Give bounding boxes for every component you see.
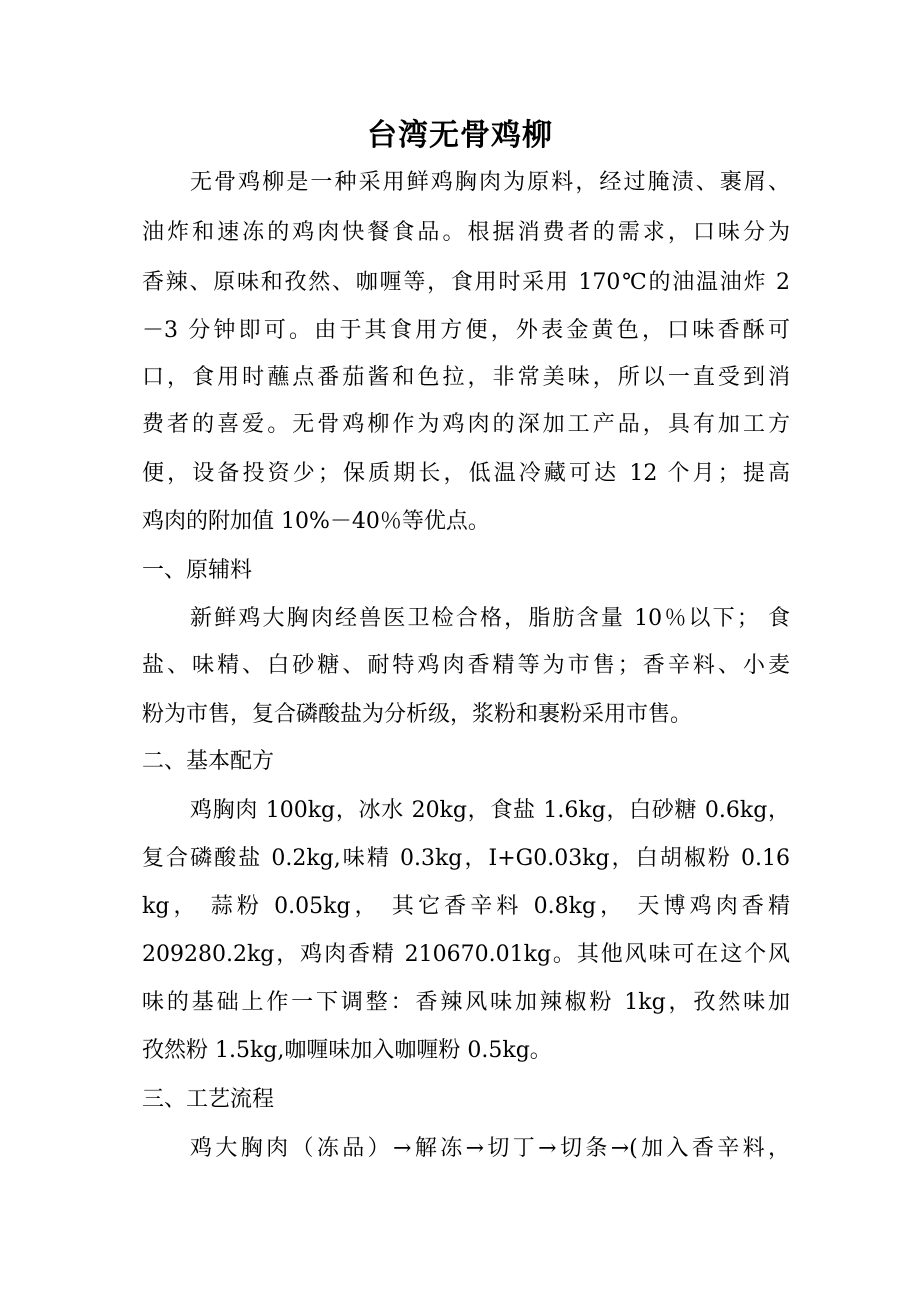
section-heading: 三、工艺流程: [142, 1087, 275, 1112]
section-line: 粉为市售，复合磷酸盐为分析级，浆粉和裹粉采用市售。: [142, 702, 693, 727]
section-line: 209280.2kg，鸡肉香精 210670.01kg。其他风味可在这个风: [142, 942, 790, 967]
section-line: 新鲜鸡大胸肉经兽医卫检合格，脂肪含量 10％以下； 食: [190, 606, 790, 631]
section-line: 复合磷酸盐 0.2kg,味精 0.3kg，I+G0.03kg，白胡椒粉 0.16: [142, 846, 790, 871]
intro-line: 费者的喜爱。无骨鸡柳作为鸡肉的深加工产品，具有加工方: [142, 412, 790, 437]
section-line: 盐、味精、白砂糖、耐特鸡肉香精等为市售；香辛料、小麦: [142, 653, 790, 678]
intro-line: －3 分钟即可。由于其食用方便，外表金黄色，口味香酥可: [142, 318, 790, 343]
intro-line: 鸡肉的附加值 10%－40％等优点。: [142, 509, 490, 534]
section-line: 孜然粉 1.5kg,咖喱味加入咖喱粉 0.5kg。: [142, 1038, 552, 1063]
section-heading: 二、基本配方: [142, 749, 275, 774]
intro-line: 口，食用时蘸点番茄酱和色拉，非常美味，所以一直受到消: [142, 365, 790, 390]
section-line: kg， 蒜粉 0.05kg， 其它香辛料 0.8kg， 天博鸡肉香精: [142, 894, 790, 919]
section-heading: 一、原辅料: [142, 558, 253, 583]
document-title: 台湾无骨鸡柳: [367, 118, 553, 153]
section-line: 鸡大胸肉（冻品）→解冻→切丁→切条→(加入香辛料，: [190, 1136, 790, 1161]
section-line: 味的基础上作一下调整：香辣风味加辣椒粉 1kg，孜然味加: [142, 990, 790, 1015]
intro-line: 香辣、原味和孜然、咖喱等，食用时采用 170℃的油温油炸 2: [142, 270, 790, 295]
intro-line: 无骨鸡柳是一种采用鲜鸡胸肉为原料，经过腌渍、裹屑、: [190, 170, 790, 195]
section-line: 鸡胸肉 100kg，冰水 20kg，食盐 1.6kg，白砂糖 0.6kg，: [190, 798, 790, 823]
intro-line: 便，设备投资少；保质期长，低温冷藏可达 12 个月；提高: [142, 461, 790, 486]
intro-line: 油炸和速冻的鸡肉快餐食品。根据消费者的需求，口味分为: [142, 220, 790, 245]
